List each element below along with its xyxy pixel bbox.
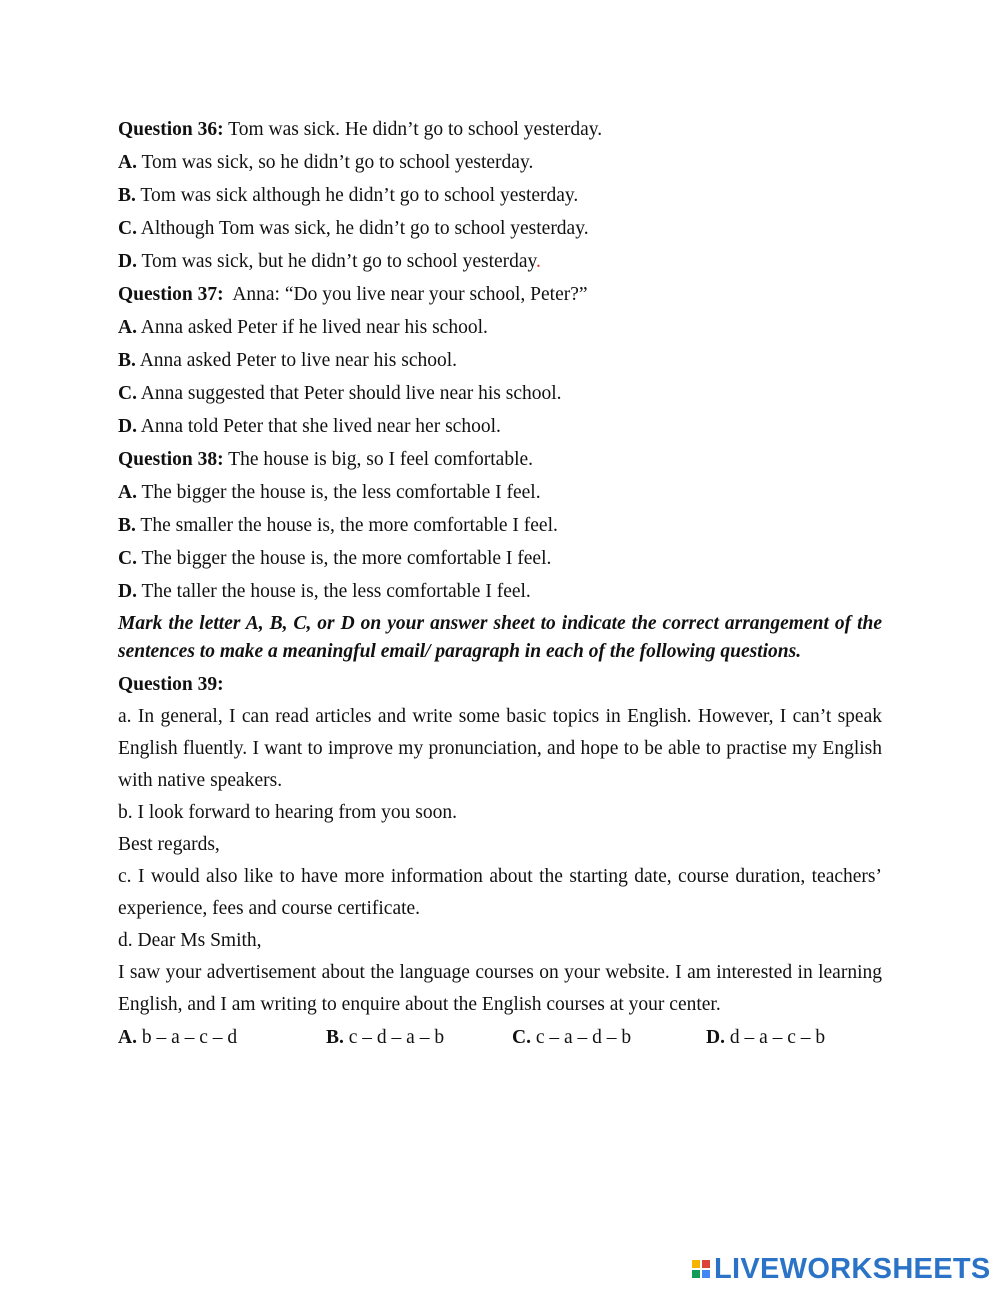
question-36-stem <box>118 113 882 146</box>
q39-paragraph-d-body: I saw your advertisement about the language courses on your website. I am interested in learning English, and I am writing to enquire about the English courses at your center. <box>118 962 882 1015</box>
logo-square <box>702 1260 710 1268</box>
option-tail: . <box>536 251 541 272</box>
option-text: The bigger the house is, the more comfortable I feel. <box>136 548 552 569</box>
q39-option-a[interactable] <box>118 1021 326 1054</box>
question-label: Question 37: <box>118 284 224 305</box>
q37-option-a[interactable] <box>118 311 882 344</box>
logo-square <box>702 1270 710 1278</box>
q37-option-b[interactable] <box>118 344 882 377</box>
question-39-label <box>118 668 882 701</box>
q36-option-a[interactable] <box>118 146 882 179</box>
option-letter: B. <box>118 185 136 206</box>
option-letter: C. <box>118 548 137 569</box>
logo-square <box>692 1260 700 1268</box>
option-text: Tom was sick, but he didn’t go to school yesterday <box>136 251 537 272</box>
q39-closing: Best regards, <box>118 834 220 855</box>
question-text: The house is big, so I feel comfortable. <box>223 449 534 470</box>
option-letter: A. <box>118 1027 137 1048</box>
option-text: The smaller the house is, the more comfortable I feel. <box>135 515 558 536</box>
q39-option-b[interactable] <box>326 1021 512 1054</box>
q38-option-d[interactable] <box>118 575 882 608</box>
option-letter: B. <box>118 515 136 536</box>
option-letter: C. <box>118 383 137 404</box>
logo-mark-icon <box>692 1260 710 1278</box>
q38-option-b[interactable] <box>118 509 882 542</box>
option-letter: B. <box>326 1027 344 1048</box>
q36-option-d[interactable] <box>118 245 882 278</box>
option-text: Tom was sick although he didn’t go to school yesterday. <box>135 185 579 206</box>
option-text: Anna asked Peter if he lived near his school. <box>136 317 488 338</box>
option-letter: C. <box>512 1027 531 1048</box>
question-37-stem <box>118 278 882 311</box>
q39-option-d[interactable] <box>706 1021 825 1054</box>
option-text: The taller the house is, the less comfortable I feel. <box>136 581 531 602</box>
option-text: Anna suggested that Peter should live near his school. <box>136 383 562 404</box>
section-instruction: Mark the letter A, B, C, or D on your answer sheet to indicate the correct arrangement of the sentences to make a meaningful email/ paragraph in each of the following questions. <box>118 613 882 662</box>
option-text: The bigger the house is, the less comfortable I feel. <box>136 482 541 503</box>
q38-option-a[interactable] <box>118 476 882 509</box>
q39-option-c[interactable] <box>512 1021 706 1054</box>
question-38-stem <box>118 443 882 476</box>
q39-paragraph-c: c. I would also like to have more information about the starting date, course duration, teachers’ experience, fees and course certificate. <box>118 866 882 919</box>
option-letter: C. <box>118 218 137 239</box>
q36-option-b[interactable] <box>118 179 882 212</box>
option-letter: A. <box>118 152 137 173</box>
question-label: Question 36: <box>118 119 224 140</box>
option-text: Anna asked Peter to live near his school. <box>135 350 458 371</box>
option-text: Anna told Peter that she lived near her school. <box>136 416 501 437</box>
option-text: b – a – c – d <box>136 1027 238 1048</box>
option-text: c – d – a – b <box>343 1027 445 1048</box>
option-text: Tom was sick, so he didn’t go to school yesterday. <box>136 152 534 173</box>
q39-answer-options <box>118 1021 882 1054</box>
option-letter: B. <box>118 350 136 371</box>
question-label: Question 39: <box>118 674 224 695</box>
option-text: Although Tom was sick, he didn’t go to school yesterday. <box>136 218 589 239</box>
q39-paragraph-a: a. In general, I can read articles and write some basic topics in English. However, I can’t speak English fluently. I want to improve my pronunciation, and hope to be able to practise my English with native speakers. <box>118 706 882 791</box>
option-text: c – a – d – b <box>530 1027 632 1048</box>
option-letter: D. <box>118 416 137 437</box>
question-label: Question 38: <box>118 449 224 470</box>
option-letter: D. <box>118 581 137 602</box>
q38-option-c[interactable] <box>118 542 882 575</box>
logo-text: LIVEWORKSHEETS <box>714 1252 991 1285</box>
q37-option-d[interactable] <box>118 410 882 443</box>
q37-option-c[interactable] <box>118 377 882 410</box>
question-text: Tom was sick. He didn’t go to school yesterday. <box>223 119 603 140</box>
q39-paragraph-b: b. I look forward to hearing from you soon. <box>118 802 458 823</box>
liveworksheets-logo[interactable] <box>692 1252 991 1286</box>
option-letter: A. <box>118 317 137 338</box>
option-text: d – a – c – b <box>724 1027 826 1048</box>
q36-option-c[interactable] <box>118 212 882 245</box>
option-letter: A. <box>118 482 137 503</box>
question-text: Anna: “Do you live near your school, Peter?” <box>223 284 588 305</box>
option-letter: D. <box>118 251 137 272</box>
option-letter: D. <box>706 1027 725 1048</box>
logo-square <box>692 1270 700 1278</box>
q39-paragraph-d: d. Dear Ms Smith, <box>118 930 262 951</box>
worksheet-page <box>118 113 882 1054</box>
